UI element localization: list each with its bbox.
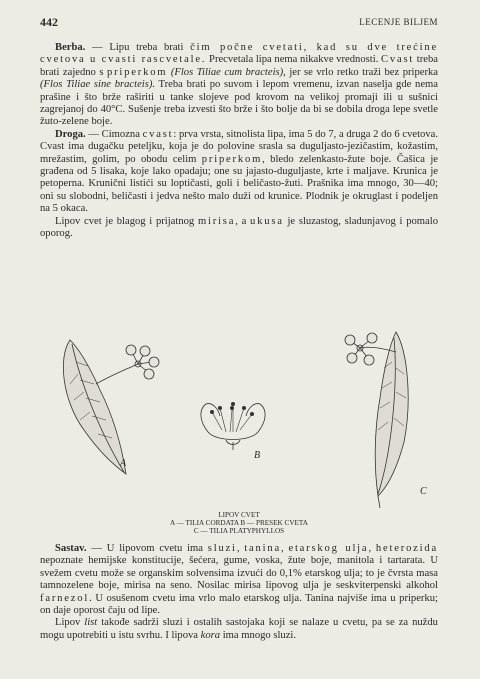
figure-label-a: A [120,458,127,469]
paragraph-sastav: Sastav. — U lipovom cvetu ima sluzi, tanina, etarskog ulja, heterozida nepoznate hemijske konstitucije, šećera, gume, voska, žute boje, manitola i tartarata. U svežem cvetu može se organskim solvensima izvući do 0,1% etarskog ulja; to je čvrsta masa tamnozelene boje, mirisa na seno. Nosilac mirisa lipovog ulja je seskviterpenski alkohol farnezol. U osušenom cvetu ima vrlo malo etarskog ulja. Tanina najviše ima u priperku; on daje oporost čaju od lipe. [40,543,439,617]
spaced-emphasis: čim počne cvetati, kad su dve trećine cvetova u cvasti rascvetale. [40,42,438,66]
italic-term: list [84,617,98,629]
spaced-emphasis: priperkom [201,153,263,165]
linden-illustration [40,322,438,522]
section-heading-sastav: Sastav. [55,543,87,554]
spaced-emphasis: cvast [142,128,174,140]
section-heading-berba: Berba. [55,42,86,53]
text-block-top [40,42,438,241]
latin-term: (Flos Tiliae sine bracteis). [40,79,156,91]
spaced-emphasis: Cvast [380,54,415,66]
figure-label-c: C [420,486,427,497]
page-number: 442 [40,15,58,29]
figure-label-b: B [254,450,261,461]
tilia-cordata-drawing [63,340,159,474]
text-block-bottom [40,543,438,642]
paragraph-list: Lipov list takođe sadrži sluzi i ostalih sastojaka koji se nalaze u cvetu, pa se za nuždu mogu upotrebiti u istu svrhu. I lipova kora ima mnogo sluzi. [40,617,438,641]
page-header [40,15,438,31]
spaced-emphasis: priperkom [107,66,168,78]
section-heading-droga: Droga. [55,128,86,140]
flower-section-drawing [201,402,265,450]
spaced-emphasis: mirisa [197,215,236,227]
botanical-figure [40,322,438,522]
caption-title: LIPOV CVET [218,511,260,519]
paragraph-lipov-cvet: Lipov cvet je blagog i prijatnog mirisa, a ukusa je sluzastog, sladunjavog i pomalo oporog. [40,215,438,240]
caption-line: C — TILIA PLATYPHYLLOS [193,527,285,536]
latin-term: (Flos Tiliae cum bracteis) [167,66,284,78]
spaced-emphasis: heterozida [375,543,439,554]
spaced-emphasis: etarskog ulja [288,543,369,554]
figure-caption [40,511,438,536]
spaced-emphasis: ukusa [250,215,284,227]
caption-line: A — TILIA CORDATA B — PRESEK CVETA [170,519,308,528]
running-title: LECENJE BILJEM [359,17,438,27]
paragraph-berba: Berba. — Lipu treba brati čim počne cvetati, kad su dve trećine cvetova u cvasti rascvetale. Precvetala lipa nema nikakve vrednosti. Cvast treba brati zajedno s priperkom (Flos Tiliae cum bracteis), jer se vrlo retko traži bez priperka (Flos Tiliae sine bracteis). Treba brati po suvom i lepom vremenu, izvan naselja gde nema prašine i što brže raširiti u tanke slojeve pod krovom na velikoj promaji ili u sušnici zagrejanoj do 40°C. Sušenje treba izvesti što brže i što bolje da bi se dobila droga lepe svetle žuto-zelene boje. [40,42,438,128]
spaced-emphasis: tanina [244,543,281,554]
spaced-emphasis: farnezol [40,592,90,604]
spaced-emphasis: sluzi [207,543,237,554]
tilia-platyphyllos-drawing [345,332,408,508]
italic-term: kora [200,629,221,641]
paragraph-droga: Droga. — Cimozna cvast: prva vrsta, sitnolista lipa, ima 5 do 7, a druga 2 do 6 cvetova. Cvast ima dugačku peteljku, koja je do polovine srasla sa duguljasto-jezičastim, kožastim, mrežastim, golim, po obodu celim priperkom, bledo zelenkasto-žute boje. Čašica je građena od 5 lisaka, koje lako opadaju; one su jajasto-duguljaste, krte i maljave. Krunica je petoperna. Krunični listići su loptičasti, goli i beličasto-žuti. Prašnika ima mnogo, 30—40; oni su slobodni, beličasti i jedva nešto malo duži od krunice. Plodnik je okruglast i podeljen na 5 okaca. [40,128,438,215]
